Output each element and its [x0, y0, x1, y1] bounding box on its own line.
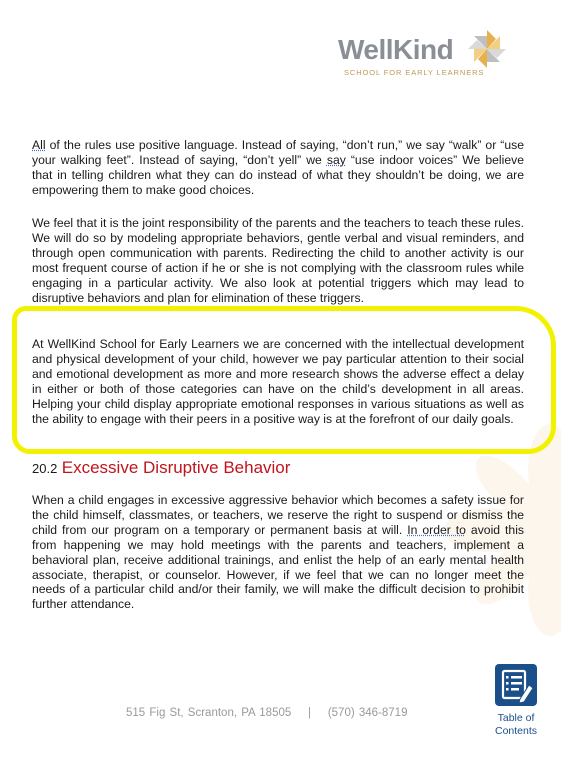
- paragraph-text: “use indoor voices” We believe that in telling children what they can do instead of what they shouldn’t be doing, we are empowering them to make good choices.: [32, 152, 524, 197]
- footer-separator: |: [308, 707, 312, 719]
- footer-address: 515 Fig St, Scranton, PA 18505: [126, 707, 292, 719]
- page-footer: [126, 707, 407, 719]
- paragraph-joint-responsibility: We feel that it is the joint responsibility of the parents and the teachers to teach these rules. We will do so by modeling appropriate behaviors, gentle verbal and visual reminders, and through open communication with parents. Redirecting the child to another activity is our most frequent course of action if he or she is not complying with the classroom rules while engaging in a particular activity. We also look at potential triggers which may lead to disruptive behaviors and plan for elimination of these triggers.: [32, 216, 524, 305]
- pinwheel-icon: [466, 28, 508, 70]
- paragraph-text: of the rules use positive language. Instead of saying, “don’t run,” we say “walk” or “use your walking feet”. Instead of saying, “don’t yell” we: [32, 138, 524, 167]
- toc-label-line1: Table of: [497, 712, 535, 724]
- table-of-contents-button[interactable]: [488, 661, 544, 738]
- logo-wordmark: WellKind: [338, 34, 454, 65]
- underlined-word: say: [326, 152, 346, 167]
- section-heading: [32, 458, 290, 478]
- section-number: 20.2: [32, 461, 58, 476]
- school-logo: [338, 28, 558, 88]
- list-edit-icon: [492, 661, 540, 709]
- logo-tagline: SCHOOL FOR EARLY LEARNERS: [344, 68, 485, 77]
- toc-label-line2: Contents: [494, 725, 538, 737]
- paragraph-social-emotional: At WellKind School for Early Learners we are concerned with the intellectual development and physical development of your child, however we pay particular attention to their social and emotional development as more and more research shows the adverse effect a delay in either or both of those categories can have on the child’s development in all areas. Helping your child display appropriate emotional responses in various situations as well as the ability to engage with their peers in a positive way is at the forefront of our daily goals.: [32, 337, 524, 426]
- underlined-word: All: [32, 138, 46, 152]
- paragraph-disruptive-behavior: [32, 493, 524, 612]
- paragraph-text: avoid this from happening we may hold meetings with the parents and teachers, implement a behavioral plan, receive additional trainings, and enlist the help of an early mental health associate, therapist, or counselor. However, if we feel that we can no longer meet the needs of a particular child and/or their family, we will make the difficult decision to prohibit further attendance.: [32, 522, 525, 612]
- paragraph-text: When a child engages in excessive aggressive behavior which becomes a safety issue for the child himself, classmates, or teachers, we reserve the right to suspend or dismiss the child from our program on a temporary or permanent basis at will.: [32, 493, 524, 537]
- paragraph-positive-language: [32, 138, 524, 198]
- section-title: Excessive Disruptive Behavior: [61, 458, 291, 477]
- footer-phone: (570) 346-8719: [327, 707, 408, 719]
- underlined-phrase: In order to: [407, 522, 466, 537]
